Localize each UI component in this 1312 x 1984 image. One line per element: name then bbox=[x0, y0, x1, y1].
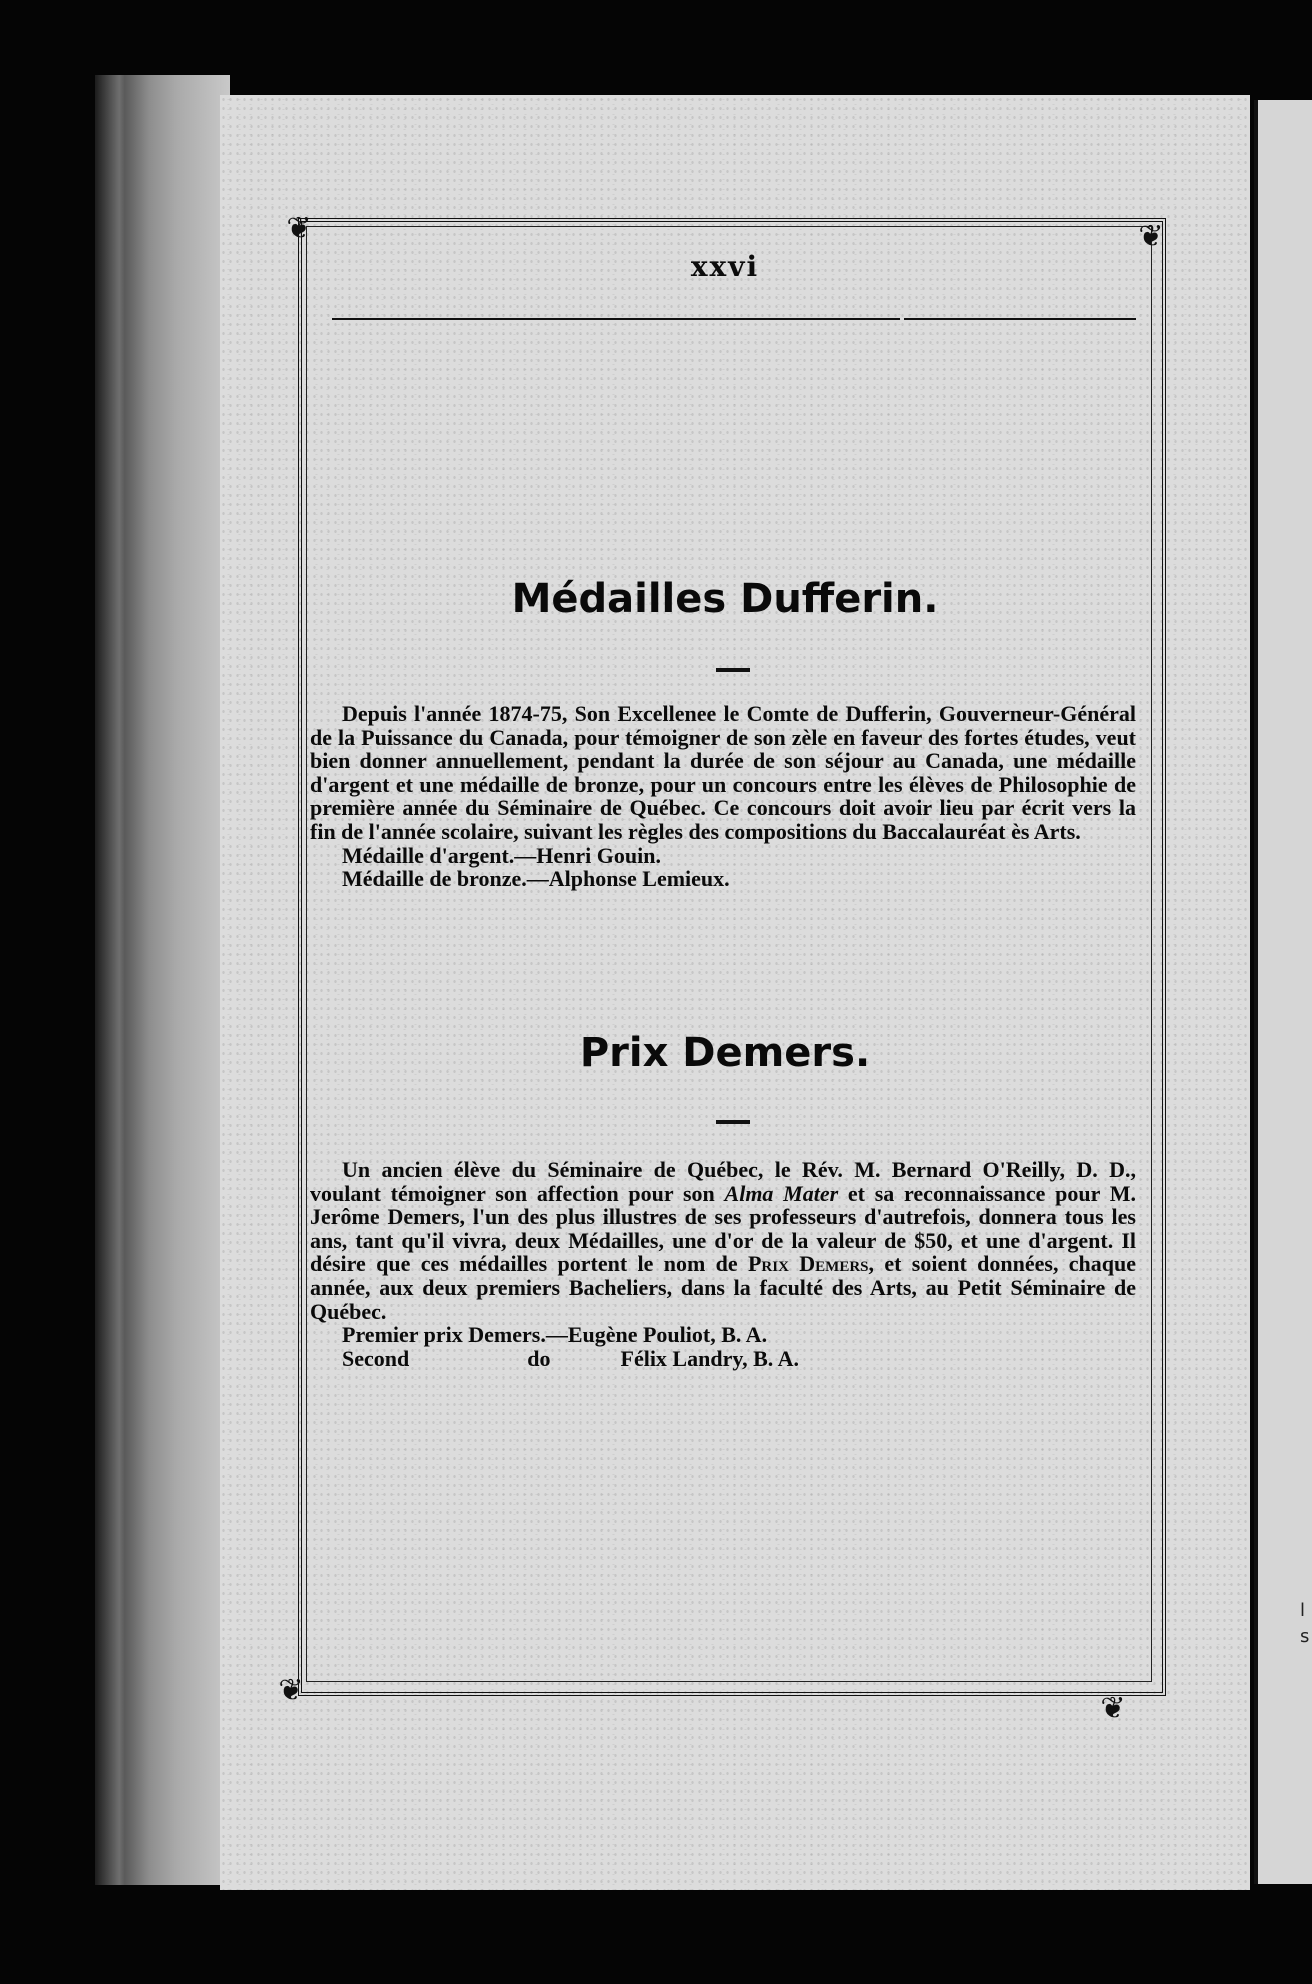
title-dash bbox=[716, 668, 750, 672]
header-rule bbox=[904, 318, 1136, 320]
winner-line: Premier prix Demers.—Eugène Pouliot, B. A. bbox=[342, 1322, 768, 1348]
section-title-demers: Prix Demers. bbox=[579, 1030, 871, 1076]
page-content bbox=[310, 240, 1140, 1660]
header-rule bbox=[332, 318, 900, 320]
book-binding-edge bbox=[95, 75, 230, 1885]
paragraph: Depuis l'année 1874-75, Son Excellenee le Comte de Dufferin, Gouverneur-Général de la Puissance du Canada, pour témoigner de son zèle en faveur des fortes études, veut bien donner annuellement, pendant la durée de son séjour au Canada, une médaille d'argent et une médaille de bronze, pour un concours entre les élèves de Philosophie de première année du Séminaire de Québec. Ce concours doit avoir lieu par écrit vers la fin de l'année scolaire, suivant les règles des compositions du Baccalauréat ès Arts. bbox=[310, 701, 1136, 844]
facing-page-char: s bbox=[1300, 1626, 1310, 1647]
facing-page-char: l bbox=[1300, 1600, 1306, 1621]
winner-line bbox=[310, 1347, 1136, 1371]
paragraph-text: et sa reconnaissance pour M. Jerôme Demers, l'un des plus illustres de ses professeurs d'autrefois, donnera tous les ans, tant qu'il vivra, deux Médailles, une d'or de la valeur de $50, et une d'argent. Il désire que ces médailles portent le nom de bbox=[310, 1180, 1136, 1277]
ditto-mark: do bbox=[527, 1345, 551, 1371]
winner-label: Second bbox=[342, 1345, 410, 1371]
title-dash bbox=[716, 1120, 750, 1124]
fleuron-ornament-icon: ❦ bbox=[1138, 219, 1164, 254]
prix-demers-text: Prix Demers bbox=[747, 1251, 869, 1277]
winner-name: Félix Landry, B. A. bbox=[620, 1345, 799, 1371]
facing-page-edge bbox=[1254, 100, 1312, 1884]
alma-mater-text: Alma Mater bbox=[724, 1180, 839, 1206]
fleuron-ornament-icon: ❦ bbox=[1100, 1691, 1126, 1726]
section-demers-body bbox=[310, 1158, 1136, 1370]
section-dufferin-body bbox=[310, 702, 1136, 891]
fleuron-ornament-icon: ❦ bbox=[286, 211, 312, 246]
page-number: xxvi bbox=[690, 250, 760, 283]
section-title-dufferin: Médailles Dufferin. bbox=[511, 576, 939, 622]
paragraph bbox=[310, 1158, 1136, 1323]
winner-line: Médaille d'argent.—Henri Gouin. bbox=[342, 842, 661, 868]
paragraph-text: Un ancien élève du Séminaire de Québec, le Rév. M. Bernard O'Reilly, D. D., voulant témoigner son affection pour son bbox=[310, 1157, 1136, 1206]
paragraph-text: , et soient données, chaque année, aux deux premiers Bacheliers, dans la faculté des Arts, au Petit Séminaire de Québec. bbox=[310, 1251, 1137, 1324]
fleuron-ornament-icon: ❦ bbox=[278, 1673, 304, 1708]
winner-line: Médaille de bronze.—Alphonse Lemieux. bbox=[342, 866, 730, 892]
